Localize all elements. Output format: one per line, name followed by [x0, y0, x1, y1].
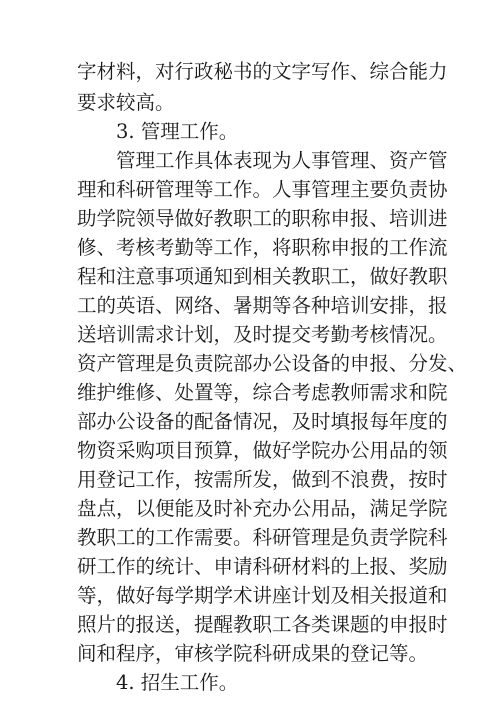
text-line-20: 照片的报送，提醒教职工各类课题的申报时: [77, 613, 448, 636]
text-line-13: 部办公设备的配备情况，及时填报每年度的: [77, 410, 448, 433]
text-line-19: 等，做好每学期学术讲座计划及相关报道和: [77, 584, 448, 607]
section-heading-management: 3. 管理工作。: [116, 120, 239, 143]
text-line-18: 研工作的统计、申请科研材料的上报、奖励: [77, 555, 448, 578]
text-line-2: 要求较高。: [77, 91, 175, 114]
text-line-9: 工的英语、网络、暑期等各种培训安排，报: [77, 294, 448, 317]
text-line-21: 间和程序，审核学院科研成果的登记等。: [77, 642, 429, 665]
text-line-5: 理和科研管理等工作。人事管理主要负责协: [77, 178, 448, 201]
text-line-1: 字材料，对行政秘书的文字写作、综合能力: [77, 60, 448, 83]
text-line-17: 教职工的工作需要。科研管理是负责学院科: [77, 526, 448, 549]
text-line-10: 送培训需求计划，及时提交考勤考核情况。: [77, 323, 448, 346]
text-line-14: 物资采购项目预算，做好学院办公用品的领: [77, 439, 448, 462]
text-line-4: 管理工作具体表现为人事管理、资产管: [116, 149, 448, 172]
text-line-7: 修、考核考勤等工作，将职称申报的工作流: [77, 236, 448, 259]
text-line-12: 维护维修、处置等，综合考虑教师需求和院: [77, 381, 448, 404]
section-heading-admissions: 4. 招生工作。: [116, 671, 239, 694]
text-line-15: 用登记工作，按需所发，做到不浪费，按时: [77, 468, 448, 491]
text-line-8: 程和注意事项通知到相关教职工，做好教职: [77, 265, 448, 288]
text-line-16: 盘点，以便能及时补充办公用品，满足学院: [77, 497, 448, 520]
text-line-11: 资产管理是负责院部办公设备的申报、分发、: [77, 352, 468, 375]
text-line-6: 助学院领导做好教职工的职称申报、培训进: [77, 207, 448, 230]
